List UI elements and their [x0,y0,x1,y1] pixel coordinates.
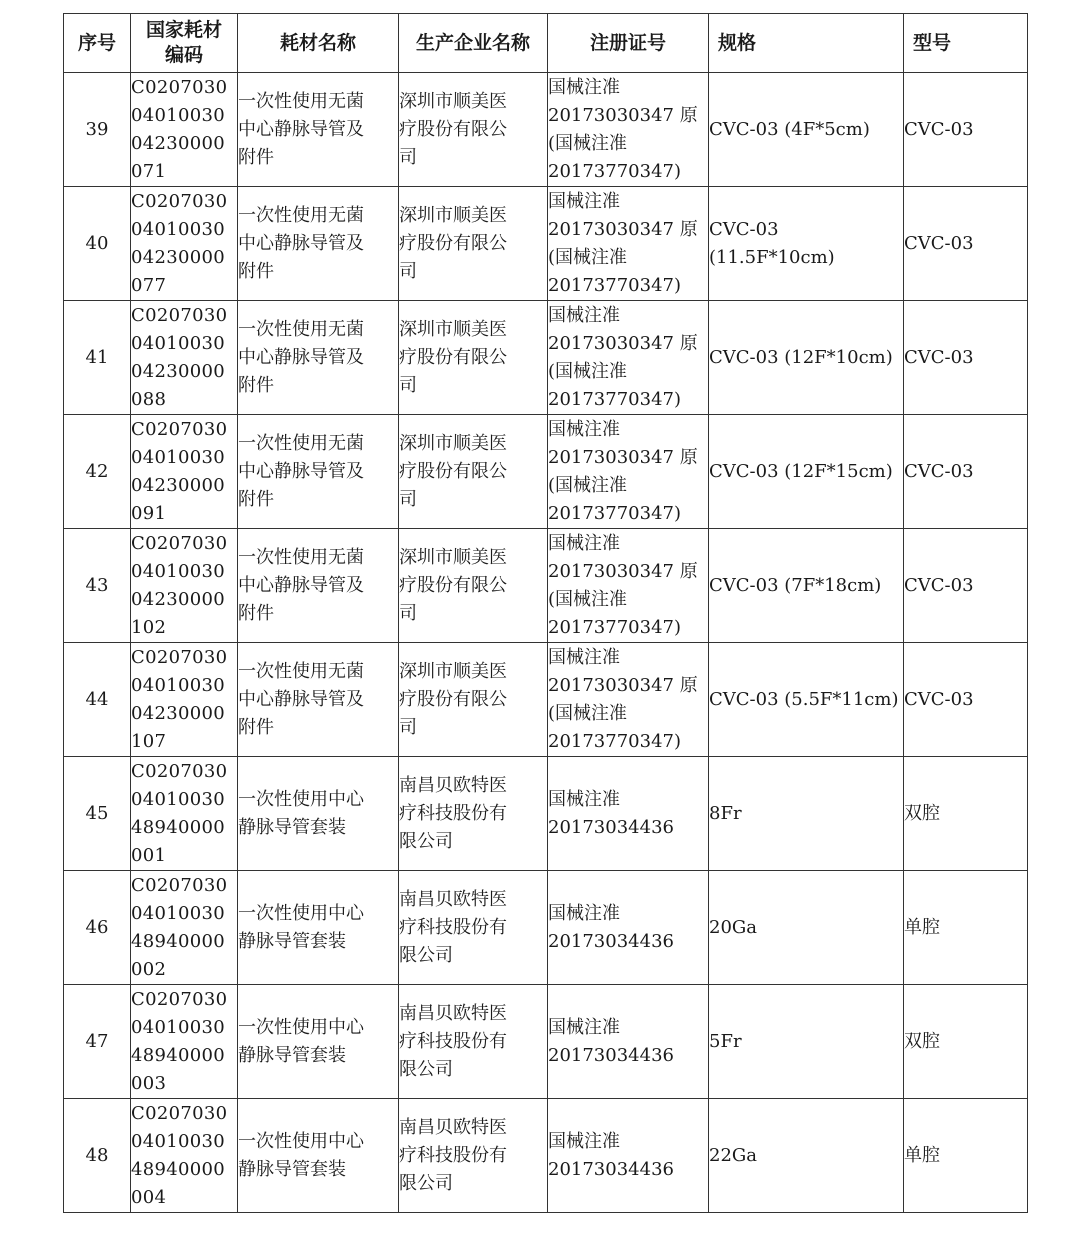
cell-reg-text: 国械注准 20173034436 [548,788,674,838]
header-code: 国家耗材 编码 [131,14,238,73]
cell-seq-text: 46 [85,916,109,938]
cell-maker-text: 南昌贝欧特医 疗科技股份有 限公司 [399,1002,507,1080]
cell-spec [709,1099,904,1213]
cell-maker [399,529,548,643]
cell-seq-text: 48 [85,1144,109,1166]
cell-code-text: C0207030 04010030 04230000 091 [131,418,228,524]
cell-spec [709,871,904,985]
cell-spec-text: CVC-03 (7F*18cm) [709,574,882,596]
cell-seq-text: 43 [85,574,109,596]
cell-spec [709,643,904,757]
cell-model [904,985,1028,1099]
header-model: 型号 [904,14,1028,73]
cell-name-text: 一次性使用无菌 中心静脉导管及 附件 [238,204,364,282]
cell-reg [548,73,709,187]
cell-code [131,985,238,1099]
cell-maker [399,985,548,1099]
cell-reg [548,871,709,985]
cell-code [131,301,238,415]
header-spec: 规格 [709,14,904,73]
cell-spec [709,301,904,415]
header-maker: 生产企业名称 [399,14,548,73]
cell-reg [548,529,709,643]
cell-reg [548,985,709,1099]
cell-seq [64,529,131,643]
cell-code [131,73,238,187]
header-reg: 注册证号 [548,14,709,73]
cell-name [238,301,399,415]
cell-code-text: C0207030 04010030 48940000 004 [131,1102,228,1208]
cell-code [131,1099,238,1213]
cell-model-text: CVC-03 [904,574,974,596]
cell-code [131,187,238,301]
cell-code-text: C0207030 04010030 04230000 088 [131,304,228,410]
cell-seq-text: 44 [85,688,109,710]
cell-spec-text: CVC-03 (11.5F*10cm) [709,218,835,268]
table-row [64,187,1028,301]
cell-seq [64,1099,131,1213]
cell-model [904,1099,1028,1213]
cell-spec-text: CVC-03 (12F*10cm) [709,346,893,368]
table-row [64,985,1028,1099]
cell-name-text: 一次性使用中心 静脉导管套装 [238,788,364,838]
cell-reg-text: 国械注准 20173034436 [548,1130,674,1180]
cell-name-text: 一次性使用无菌 中心静脉导管及 附件 [238,432,364,510]
cell-maker-text: 深圳市顺美医 疗股份有限公 司 [399,318,507,396]
table-row [64,415,1028,529]
cell-name [238,529,399,643]
cell-seq [64,415,131,529]
cell-name [238,415,399,529]
cell-maker-text: 深圳市顺美医 疗股份有限公 司 [399,432,507,510]
cell-maker [399,415,548,529]
table-header [64,14,1028,73]
cell-spec-text: 5Fr [709,1030,742,1052]
cell-reg-text: 国械注准 20173030347 原 (国械注准 20173770347) [548,304,698,410]
cell-reg-text: 国械注准 20173034436 [548,902,674,952]
cell-maker [399,643,548,757]
cell-spec-text: CVC-03 (4F*5cm) [709,118,870,140]
cell-spec-text: 22Ga [709,1144,758,1166]
table-row [64,301,1028,415]
cell-spec [709,73,904,187]
cell-reg-text: 国械注准 20173034436 [548,1016,674,1066]
cell-code-text: C0207030 04010030 48940000 001 [131,760,228,866]
cell-reg-text: 国械注准 20173030347 原 (国械注准 20173770347) [548,532,698,638]
cell-spec-text: CVC-03 (12F*15cm) [709,460,893,482]
cell-maker [399,73,548,187]
cell-seq-text: 45 [85,802,109,824]
cell-name [238,985,399,1099]
cell-maker [399,1099,548,1213]
cell-reg [548,415,709,529]
cell-code [131,871,238,985]
cell-maker-text: 深圳市顺美医 疗股份有限公 司 [399,660,507,738]
cell-seq [64,643,131,757]
cell-seq-text: 42 [85,460,109,482]
cell-reg [548,1099,709,1213]
cell-code-text: C0207030 04010030 04230000 071 [131,76,228,182]
cell-maker [399,187,548,301]
cell-seq-text: 40 [85,232,109,254]
cell-model-text: CVC-03 [904,688,974,710]
header-seq: 序号 [64,14,131,73]
table-row [64,643,1028,757]
cell-model [904,73,1028,187]
cell-spec [709,187,904,301]
cell-seq-text: 47 [85,1030,109,1052]
cell-seq [64,985,131,1099]
cell-name-text: 一次性使用中心 静脉导管套装 [238,1130,364,1180]
cell-spec [709,415,904,529]
cell-seq-text: 41 [85,346,109,368]
cell-name [238,871,399,985]
cell-maker [399,757,548,871]
cell-maker-text: 深圳市顺美医 疗股份有限公 司 [399,204,507,282]
cell-code-text: C0207030 04010030 04230000 077 [131,190,228,296]
header-name: 耗材名称 [238,14,399,73]
cell-maker [399,301,548,415]
cell-code-text: C0207030 04010030 48940000 002 [131,874,228,980]
cell-spec-text: 20Ga [709,916,758,938]
cell-model-text: 单腔 [904,1144,940,1166]
cell-reg [548,757,709,871]
cell-seq-text: 39 [85,118,109,140]
cell-seq [64,187,131,301]
cell-reg-text: 国械注准 20173030347 原 (国械注准 20173770347) [548,646,698,752]
cell-reg [548,301,709,415]
table-row [64,529,1028,643]
table-row [64,757,1028,871]
cell-name-text: 一次性使用中心 静脉导管套装 [238,1016,364,1066]
cell-name [238,643,399,757]
cell-code-text: C0207030 04010030 04230000 102 [131,532,228,638]
cell-name [238,73,399,187]
table-row [64,871,1028,985]
cell-model-text: CVC-03 [904,346,974,368]
cell-spec [709,985,904,1099]
cell-model [904,301,1028,415]
cell-maker-text: 深圳市顺美医 疗股份有限公 司 [399,90,507,168]
cell-model [904,871,1028,985]
cell-model-text: 双腔 [904,1030,940,1052]
header-row [64,14,1028,73]
cell-code-text: C0207030 04010030 48940000 003 [131,988,228,1094]
cell-model [904,415,1028,529]
cell-model [904,757,1028,871]
cell-model-text: CVC-03 [904,118,974,140]
cell-maker-text: 南昌贝欧特医 疗科技股份有 限公司 [399,774,507,852]
cell-code [131,415,238,529]
cell-name-text: 一次性使用无菌 中心静脉导管及 附件 [238,318,364,396]
cell-model [904,187,1028,301]
table-row [64,1099,1028,1213]
cell-model [904,529,1028,643]
cell-code [131,757,238,871]
cell-seq [64,871,131,985]
cell-seq [64,301,131,415]
cell-maker-text: 深圳市顺美医 疗股份有限公 司 [399,546,507,624]
cell-model-text: 双腔 [904,802,940,824]
cell-code [131,529,238,643]
cell-name [238,187,399,301]
cell-name-text: 一次性使用中心 静脉导管套装 [238,902,364,952]
cell-name [238,1099,399,1213]
cell-model-text: 单腔 [904,916,940,938]
cell-reg-text: 国械注准 20173030347 原 (国械注准 20173770347) [548,418,698,524]
cell-name-text: 一次性使用无菌 中心静脉导管及 附件 [238,546,364,624]
cell-model-text: CVC-03 [904,460,974,482]
cell-maker-text: 南昌贝欧特医 疗科技股份有 限公司 [399,1116,507,1194]
cell-code-text: C0207030 04010030 04230000 107 [131,646,228,752]
cell-seq [64,757,131,871]
cell-spec [709,529,904,643]
cell-spec-text: CVC-03 (5.5F*11cm) [709,688,899,710]
cell-spec-text: 8Fr [709,802,742,824]
cell-name [238,757,399,871]
consumables-table [63,13,1028,1213]
cell-reg-text: 国械注准 20173030347 原 (国械注准 20173770347) [548,190,698,296]
cell-model-text: CVC-03 [904,232,974,254]
table-row [64,73,1028,187]
cell-code [131,643,238,757]
cell-maker [399,871,548,985]
cell-name-text: 一次性使用无菌 中心静脉导管及 附件 [238,90,364,168]
table-body [64,73,1028,1213]
cell-model [904,643,1028,757]
cell-maker-text: 南昌贝欧特医 疗科技股份有 限公司 [399,888,507,966]
cell-spec [709,757,904,871]
cell-reg [548,187,709,301]
cell-name-text: 一次性使用无菌 中心静脉导管及 附件 [238,660,364,738]
cell-seq [64,73,131,187]
cell-reg-text: 国械注准 20173030347 原 (国械注准 20173770347) [548,76,698,182]
cell-reg [548,643,709,757]
